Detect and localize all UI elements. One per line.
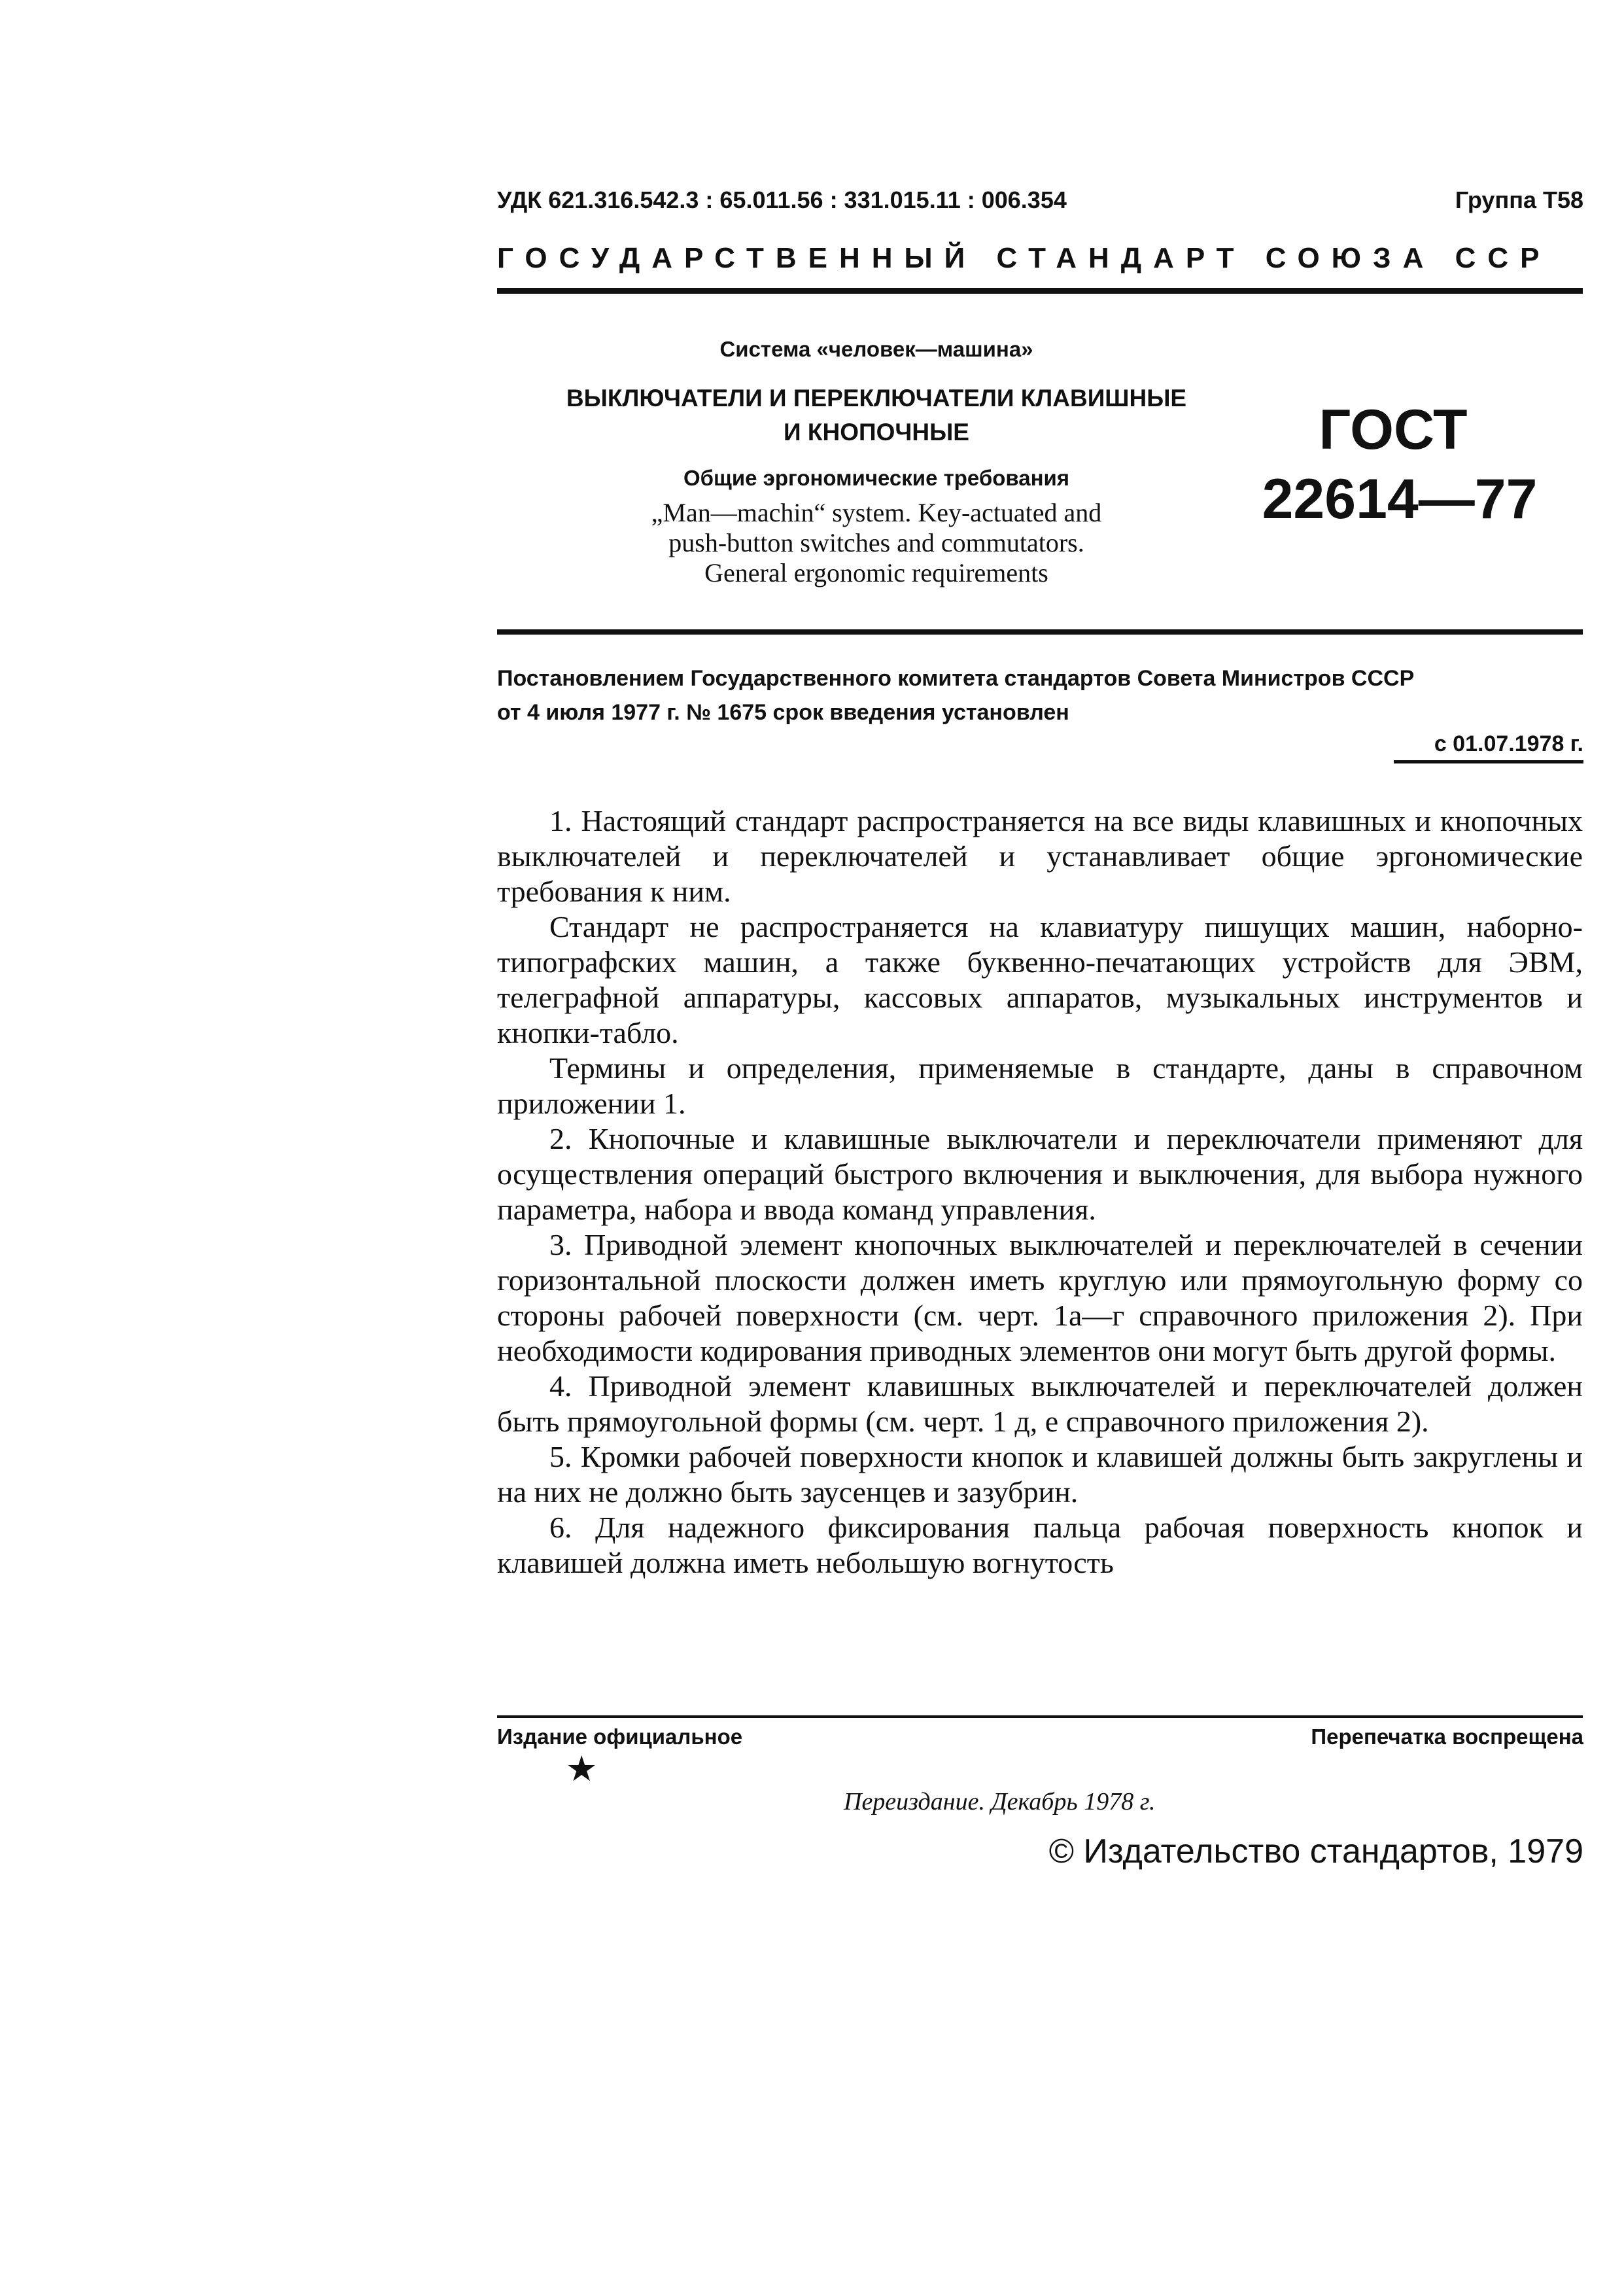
copyright-notice: © Издательство стандартов, 1979 xyxy=(1048,1832,1583,1870)
reissue-note: Переиздание. Декабрь 1978 г. xyxy=(844,1788,1156,1815)
paragraph-2: Стандарт не распространяется на клавиатуру пишущих машин, наборно-типографских машин, а также буквенно-печатающих устройств для ЭВМ, телеграфной аппаратуры, кассовых аппаратов, музыкальных инструментов и кнопки-табло. xyxy=(497,910,1583,1049)
middle-rule xyxy=(497,629,1583,635)
paragraph-4: 2. Кнопочные и клавишные выключатели и переключатели применяют для осуществления операций быстрого включения и выключения, для выбора нужного параметра, набора и ввода команд управления. xyxy=(497,1122,1583,1226)
english-title-line-1: „Man—machin“ system. Key-actuated and xyxy=(651,498,1102,527)
paragraph-7: 5. Кромки рабочей поверхности кнопок и клавишей должны быть закруглены и на них не должно быть заусенцев и зазубрин. xyxy=(497,1440,1583,1509)
footer-rule xyxy=(497,1715,1583,1718)
english-title-line-3: General ergonomic requirements xyxy=(704,558,1048,587)
gost-label: ГОСТ xyxy=(1319,398,1468,461)
state-standard-heading: ГОСУДАРСТВЕННЫЙ СТАНДАРТ СОЮЗА ССР xyxy=(497,242,1551,274)
body-text xyxy=(497,803,1583,1581)
udk-code: УДК 621.316.542.3 : 65.011.56 : 331.015.11 : 006.354 xyxy=(497,186,1067,213)
english-title-line-2: push-button switches and commutators. xyxy=(668,528,1084,557)
paragraph-8: 6. Для надежного фиксирования пальца рабочая поверхность кнопок и клавишей должна иметь небольшую вогнутость xyxy=(497,1511,1583,1579)
group-code: Группа Т58 xyxy=(1455,186,1583,213)
paragraph-1: 1. Настоящий стандарт распространяется на все виды клавишных и кнопочных выключателей и переключателей и устанавливает общие эргономические требования к ним. xyxy=(497,804,1583,908)
reprint-prohibited-label: Перепечатка воспрещена xyxy=(1311,1725,1583,1749)
star-icon: ★ xyxy=(566,1748,598,1789)
date-underline xyxy=(1394,760,1583,763)
standard-title-line-2: И КНОПОЧНЫЕ xyxy=(784,419,969,446)
paragraph-5: 3. Приводной элемент кнопочных выключателей и переключателей в сечении горизонтальной плоскости должен иметь круглую или прямоугольную форму со стороны рабочей поверхности (см. черт. 1а—г справочного приложения 2). При необходимости кодирования приводных элементов они могут быть другой формы. xyxy=(497,1228,1583,1367)
effective-date: с 01.07.1978 г. xyxy=(1434,731,1583,756)
resolution-line-1: Постановлением Государственного комитета стандартов Совета Министров СССР xyxy=(497,666,1415,691)
standard-title-line-1: ВЫКЛЮЧАТЕЛИ И ПЕРЕКЛЮЧАТЕЛИ КЛАВИШНЫЕ xyxy=(566,385,1187,412)
paragraph-3: Термины и определения, применяемые в стандарте, даны в справочном приложении 1. xyxy=(497,1051,1583,1120)
system-title: Система «человек—машина» xyxy=(719,337,1033,361)
gost-number: 22614—77 xyxy=(1262,468,1538,531)
paragraph-6: 4. Приводной элемент клавишных выключателей и переключателей должен быть прямоугольной формы (см. черт. 1 д, е справочного приложения 2). xyxy=(497,1369,1583,1438)
official-edition-label: Издание официальное xyxy=(497,1725,743,1749)
top-rule xyxy=(497,288,1583,294)
standard-subtitle: Общие эргономические требования xyxy=(683,466,1070,490)
resolution-line-2: от 4 июля 1977 г. № 1675 срок введения установлен xyxy=(497,700,1069,725)
